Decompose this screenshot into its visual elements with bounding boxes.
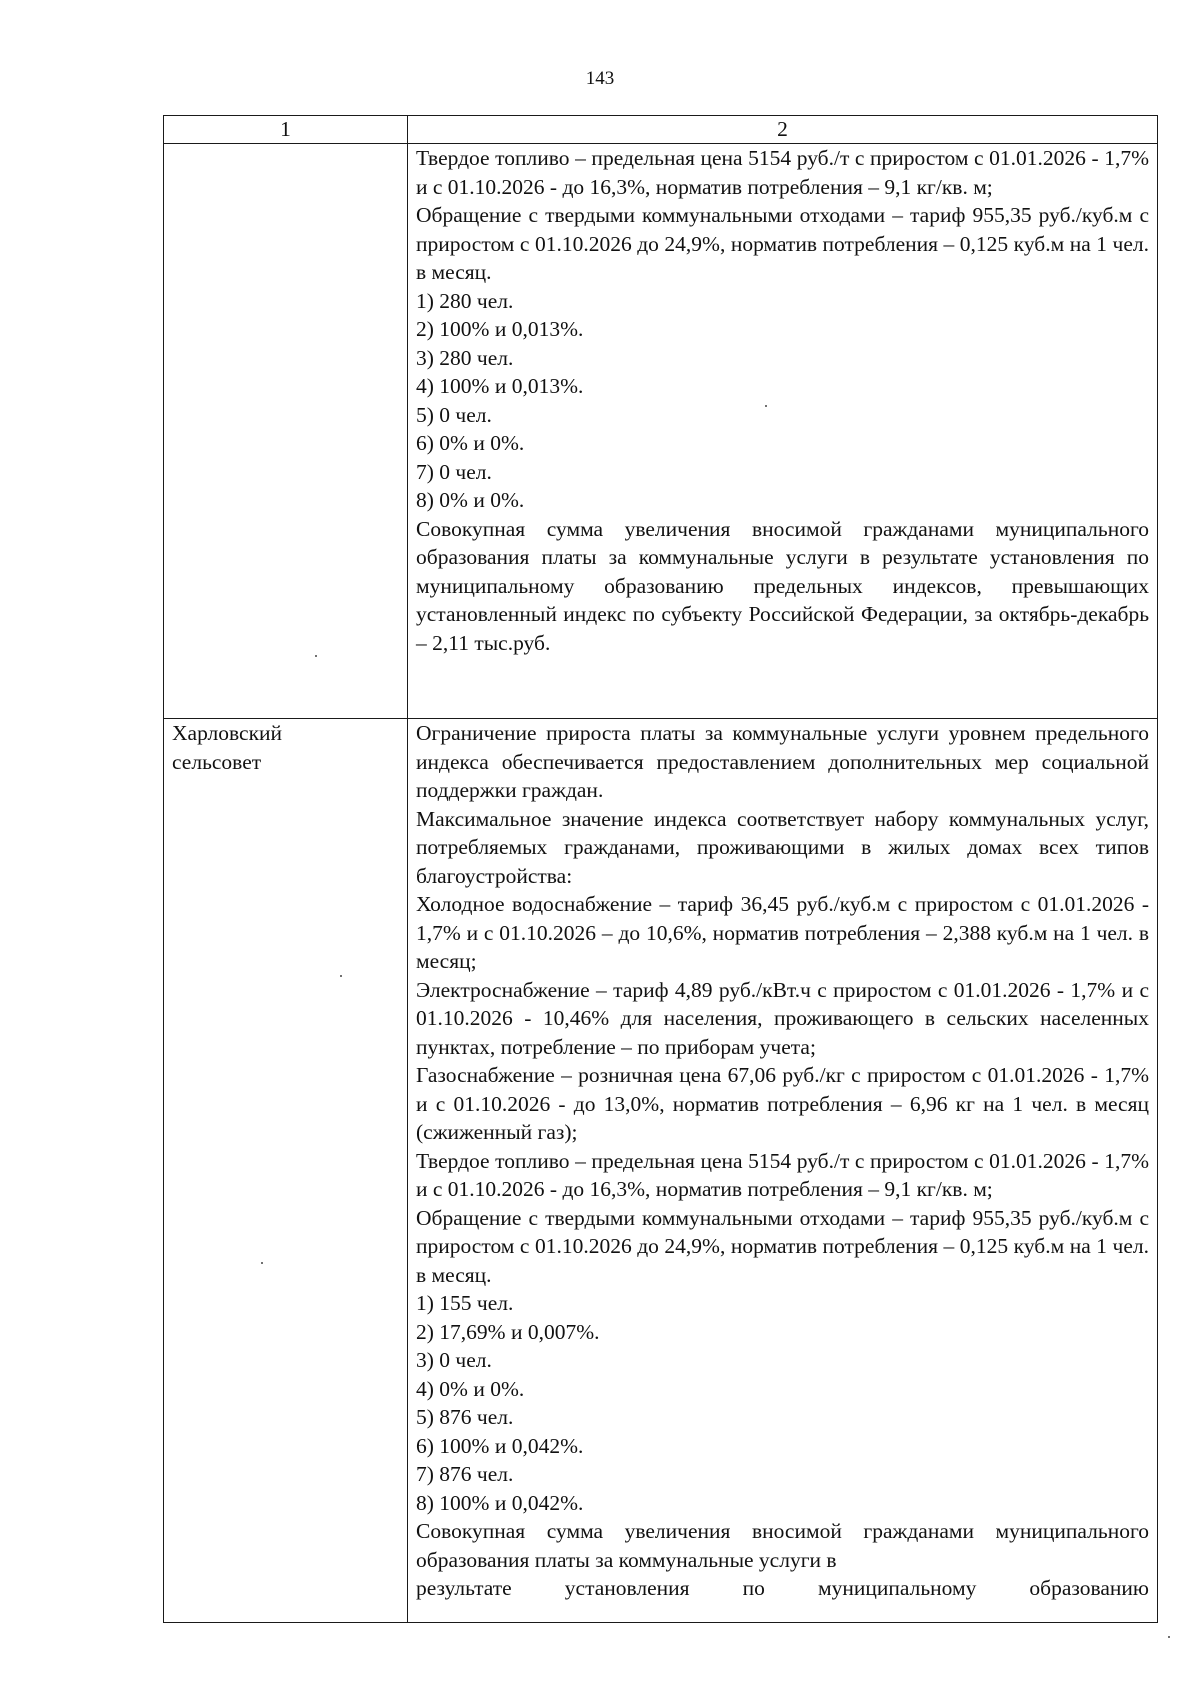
- scan-speck: [765, 405, 767, 407]
- list-item: 1) 155 чел.: [416, 1291, 514, 1315]
- summary-paragraph: Совокупная сумма увеличения вносимой гражданами муниципального образования платы за коммунальные услуги в результате установления по муниципальному образованию предельных индексов, превышающих установленный индекс по субъекту Российской Федерации, за октябрь-декабрь – 2,11 тыс.руб.: [416, 516, 1149, 655]
- description-cell: [408, 719, 1158, 1623]
- list-item: 5) 0 чел.: [416, 402, 492, 427]
- paragraph-max-index: Максимальное значение индекса соответствует набору коммунальных услуг, потребляемых гражданами, проживающими в жилых домах всех типов благоустройства:: [416, 806, 1149, 888]
- region-name-line2: сельсовет: [172, 749, 262, 774]
- list-item: 6) 100% и 0,042%.: [416, 1433, 584, 1458]
- list-item: 2) 100% и 0,013%.: [416, 317, 584, 341]
- paragraph-electricity: Электроснабжение – тариф 4,89 руб./кВт.ч с приростом с 01.01.2026 - 1,7% и с 01.10.2026 - 10,46% для населения, проживающего в сельских населенных пунктах, потребление – по приборам учета;: [416, 977, 1149, 1059]
- summary-paragraph-tail: результате установления по муниципальному образованию: [416, 1576, 1149, 1600]
- list-item: 4) 0% и 0%.: [416, 1376, 525, 1401]
- paragraph-solid-fuel: Твердое топливо – предельная цена 5154 руб./т с приростом с 01.01.2026 - 1,7% и с 01.10.2026 - до 16,3%, норматив потребления – 9,1 кг/кв. м;: [416, 146, 1149, 199]
- scan-speck: [315, 655, 317, 657]
- column-header-2: 2: [408, 116, 1158, 144]
- list-item: 7) 0 чел.: [416, 459, 492, 484]
- list-item: 8) 0% и 0%.: [416, 488, 525, 512]
- paragraph-solid-fuel: Твердое топливо – предельная цена 5154 руб./т с приростом с 01.01.2026 - 1,7% и с 01.10.2026 - до 16,3%, норматив потребления – 9,1 кг/кв. м;: [416, 1148, 1149, 1201]
- list-item: 3) 280 чел.: [416, 345, 514, 370]
- summary-paragraph: Совокупная сумма увеличения вносимой гражданами муниципального образования платы за коммунальные услуги в: [416, 1519, 1149, 1572]
- list-item: 3) 0 чел.: [416, 1348, 492, 1372]
- scan-speck: [261, 1262, 263, 1264]
- scan-speck: [1168, 1636, 1170, 1638]
- list-item: 8) 100% и 0,042%.: [416, 1490, 584, 1515]
- table-row: [164, 144, 1158, 719]
- paragraph-gas: Газоснабжение – розничная цена 67,06 руб./кг с приростом с 01.01.2026 - 1,7% и с 01.10.2026 - до 13,0%, норматив потребления – 6,96 кг на 1 чел. в месяц (сжиженный газ);: [416, 1063, 1149, 1144]
- region-name-line1: Харловский: [172, 721, 283, 745]
- list-item: 5) 876 чел.: [416, 1405, 514, 1429]
- column-header-1: 1: [164, 116, 408, 144]
- table-row: [164, 719, 1158, 1623]
- region-cell: [164, 144, 408, 719]
- scan-speck: [340, 975, 342, 977]
- page-number: 143: [585, 68, 615, 89]
- paragraph-waste: Обращение с твердыми коммунальными отходами – тариф 955,35 руб./куб.м с приростом с 01.10.2026 до 24,9%, норматив потребления – 0,125 куб.м на 1 чел. в месяц.: [416, 203, 1149, 284]
- list-item: 2) 17,69% и 0,007%.: [416, 1319, 600, 1344]
- paragraph-waste: Обращение с твердыми коммунальными отходами – тариф 955,35 руб./куб.м с приростом с 01.10.2026 до 24,9%, норматив потребления – 0,125 куб.м на 1 чел. в месяц.: [416, 1205, 1149, 1287]
- paragraph-limit: Ограничение прироста платы за коммунальные услуги уровнем предельного индекса обеспечивается предоставлением дополнительных мер социальной поддержки граждан.: [416, 721, 1149, 802]
- paragraph-cold-water: Холодное водоснабжение – тариф 36,45 руб./куб.м с приростом с 01.01.2026 - 1,7% и с 01.10.2026 – до 10,6%, норматив потребления – 2,388 куб.м на 1 чел. в месяц;: [416, 892, 1149, 973]
- description-cell: [408, 144, 1158, 719]
- header-row: [164, 116, 1158, 144]
- list-item: 1) 280 чел.: [416, 288, 514, 313]
- region-cell: [164, 719, 408, 1623]
- tariff-table: [163, 115, 1158, 1623]
- list-item: 6) 0% и 0%.: [416, 431, 525, 455]
- list-item: 7) 876 чел.: [416, 1462, 514, 1486]
- list-item: 4) 100% и 0,013%.: [416, 374, 584, 398]
